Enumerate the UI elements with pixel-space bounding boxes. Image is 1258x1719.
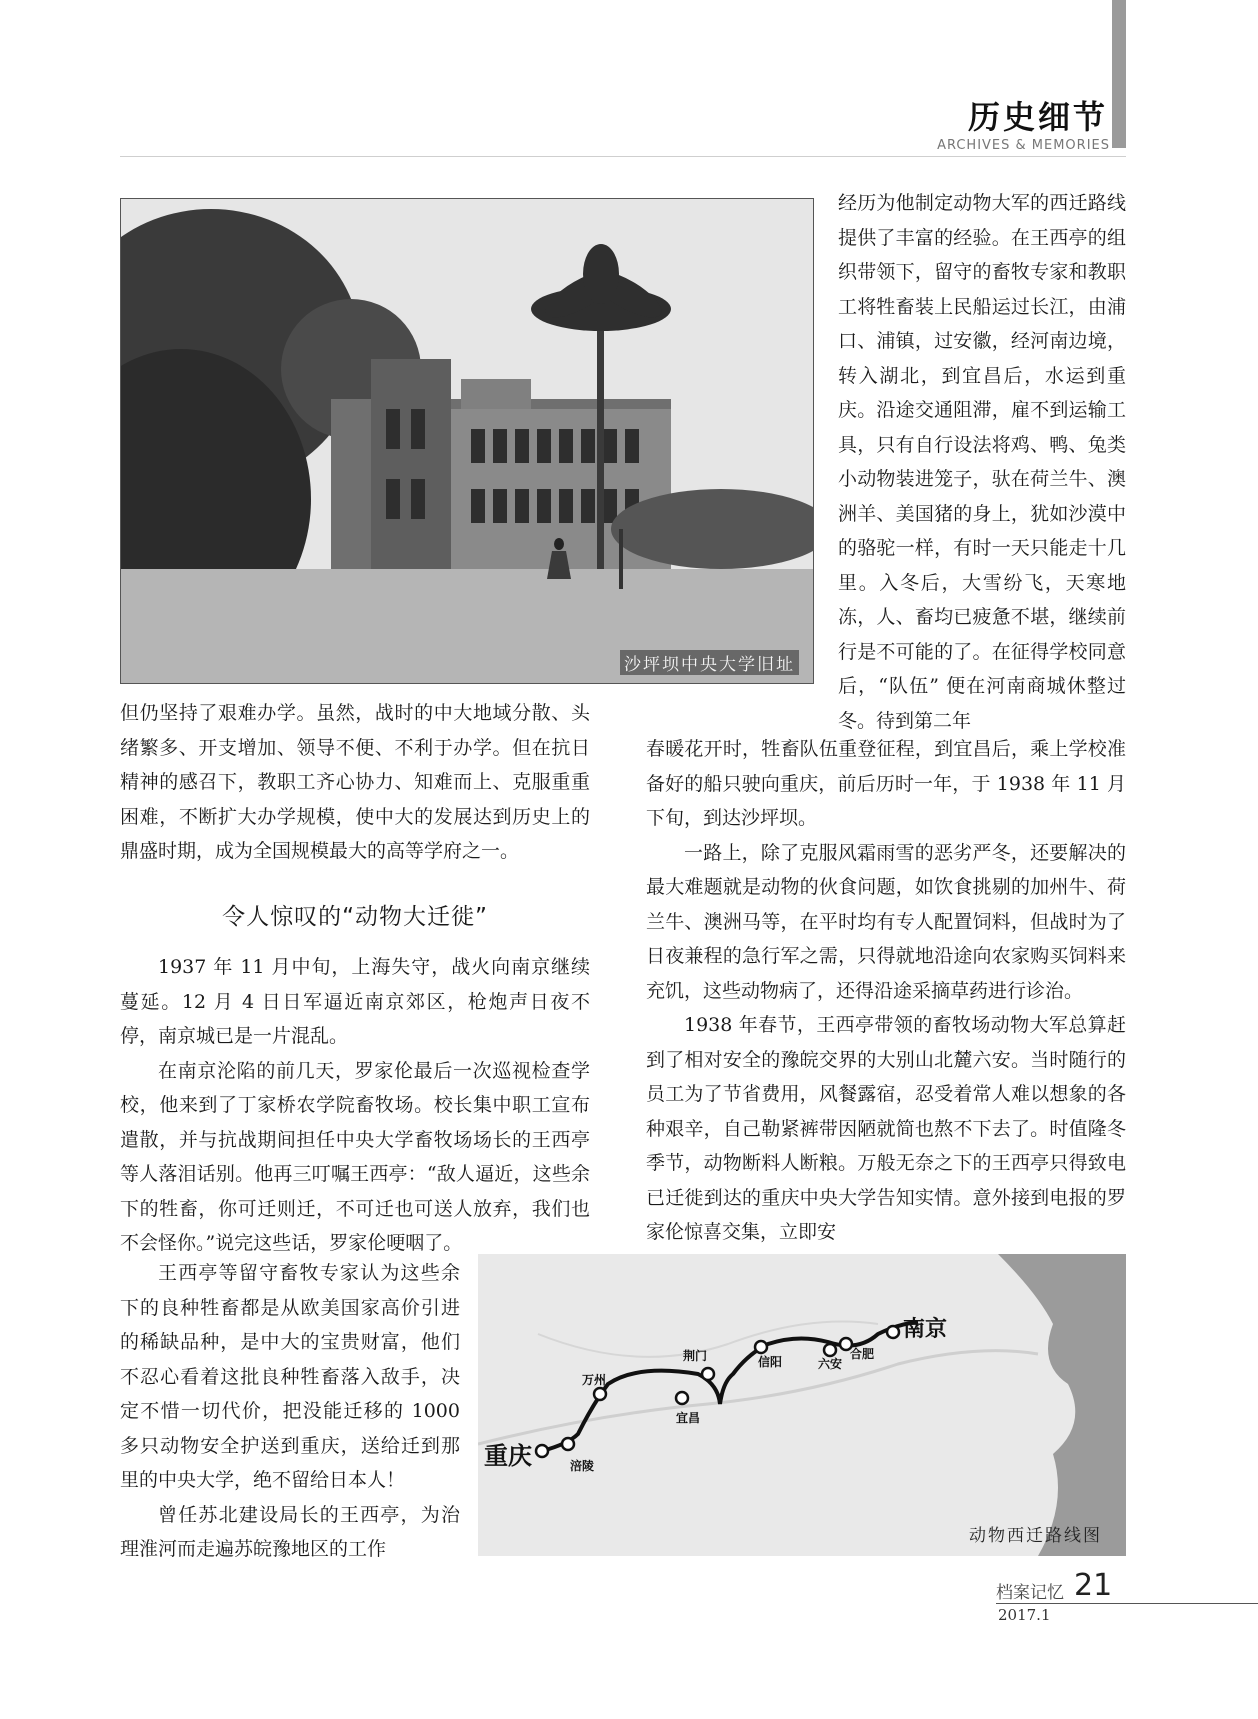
magazine-name: 档案记忆	[996, 1583, 1064, 1603]
paragraph-left-5: 曾任苏北建设局长的王西亭，为治理淮河而走遍苏皖豫地区的工作	[120, 1503, 460, 1560]
label-xinyang: 信阳	[758, 1355, 783, 1369]
page-number: 21	[1074, 1568, 1113, 1603]
paragraph-right-3: 1938 年春节，王西亭带领的畜牧场动物大军总算赶到了相对安全的豫皖交界的大别山北麓六安。当时随行的员工为了节省费用，风餐露宿，忍受着常人难以想象的各种艰辛，自己勒紧裤带因陋就简也熬不下去了。时值隆冬季节，动物断料人断粮。万般无奈之下的王西亭只得致电已迁徙到达的重庆中央大学告知实情。意外接到电报的罗家伦惊喜交集，立即安	[646, 1014, 1126, 1243]
label-liuan: 六安	[818, 1357, 843, 1371]
header-divider	[120, 156, 1126, 157]
issue-date: 2017.1	[998, 1606, 1051, 1624]
right-column	[646, 732, 1126, 1250]
node-xinyang	[755, 1341, 767, 1353]
node-liuan	[824, 1344, 836, 1356]
map-caption: 动物西迁路线图	[969, 1526, 1102, 1546]
footer-divider	[996, 1603, 1258, 1604]
header-accent-bar	[1112, 0, 1126, 148]
node-chongqing	[536, 1445, 548, 1457]
paragraph-right-1: 春暖花开时，牲畜队伍重登征程，到宜昌后，乘上学校准备好的船只驶向重庆，前后历时一年，于 1938 年 11 月下旬，到达沙坪坝。	[646, 738, 1126, 829]
section-subtitle-header: ARCHIVES & MEMORIES	[937, 138, 1110, 153]
paragraph-left-3: 在南京沦陷的前几天，罗家伦最后一次巡视检查学校，他来到了丁家桥农学院畜牧场。校长集中职工宣布遣散，并与抗战期间担任中央大学畜牧场场长的王西亭等人落泪话别。他再三叮嘱王西亭：“敌人逼近，这些余下的牲畜，你可迁则迁，不可迁也可送人放弃，我们也不会怪你。”说完这些话，罗家伦哽咽了。	[120, 1059, 590, 1254]
paragraph-left-2: 1937 年 11 月中旬，上海失守，战火向南京继续蔓延。12 月 4 日日军逼近南京郊区，枪炮声日夜不停，南京城已是一片混乱。	[120, 956, 590, 1047]
paragraph-left-1: 但仍坚持了艰难办学。虽然，战时的中大地域分散、头绪繁多、开支增加、领导不便、不利于办学。但在抗日精神的感召下，教职工齐心协力、知难而上、克服重重困难，不断扩大办学规模，使中大的发展达到历史上的鼎盛时期，成为全国规模最大的高等学府之一。	[120, 702, 590, 862]
label-hefei: 合肥	[850, 1347, 875, 1361]
label-chongqing: 重庆	[484, 1442, 532, 1470]
node-nanjing	[887, 1326, 899, 1338]
migration-route-map	[478, 1254, 1126, 1556]
left-column-bottom	[120, 1256, 460, 1567]
left-column-middle	[120, 950, 590, 1261]
label-jingmen: 荆门	[683, 1349, 708, 1363]
paragraph-right-2: 一路上，除了克服风霜雨雪的恶劣严冬，还要解决的最大难题就是动物的伙食问题，如饮食挑剔的加州牛、荷兰牛、澳洲马等，在平时均有专人配置饲料，但战时为了日夜兼程的急行军之需，只得就地沿途向农家购买饲料来充饥，这些动物病了，还得沿途采摘草药进行诊治。	[646, 841, 1126, 1002]
left-column-top	[120, 696, 590, 869]
paragraph-left-4: 王西亭等留守畜牧专家认为这些余下的良种牲畜都是从欧美国家高价引进的稀缺品种，是中大的宝贵财富，他们不忍心看着这批良种牲畜落入敌手，决定不惜一切代价，把没能迁移的 1000 多只动物安全护送到重庆，送给迁到那里的中央大学，绝不留给日本人！	[120, 1262, 460, 1491]
section-title-header: 历史细节	[967, 98, 1108, 136]
node-wanzhou	[594, 1388, 606, 1400]
section-heading: 令人惊叹的“动物大迁徙”	[222, 904, 488, 930]
building-illustration	[121, 199, 813, 683]
right-top-paragraph: 经历为他制定动物大军的西迁路线提供了丰富的经验。在王西亭的组织带领下，留守的畜牧专家和教职工将牲畜装上民船运过长江，由浦口、浦镇，过安徽，经河南边境，转入湖北，到宜昌后，水运到重庆。沿途交通阻滞，雇不到运输工具，只有自行设法将鸡、鸭、兔类小动物装进笼子，驮在荷兰牛、澳洲羊、美国猪的身上，犹如沙漠中的骆驼一样，有时一天只能走十几里。入冬后，大雪纷飞，天寒地冻，人、畜均已疲惫不堪，继续前行是不可能的了。在征得学校同意后，“队伍” 便在河南商城休整过冬。待到第二年	[838, 192, 1126, 732]
label-yichang: 宜昌	[676, 1411, 701, 1425]
historic-building-photo	[120, 198, 814, 684]
right-top-column	[838, 186, 1126, 738]
label-nanjing: 南京	[903, 1317, 948, 1342]
label-wanzhou: 万州	[582, 1373, 607, 1387]
photo-caption: 沙坪坝中央大学旧址	[620, 650, 799, 675]
node-fuling	[562, 1438, 574, 1450]
node-jingmen	[702, 1368, 714, 1380]
node-yichang	[676, 1392, 688, 1404]
label-fuling: 涪陵	[570, 1459, 595, 1473]
route-map-graphic	[478, 1254, 1126, 1556]
